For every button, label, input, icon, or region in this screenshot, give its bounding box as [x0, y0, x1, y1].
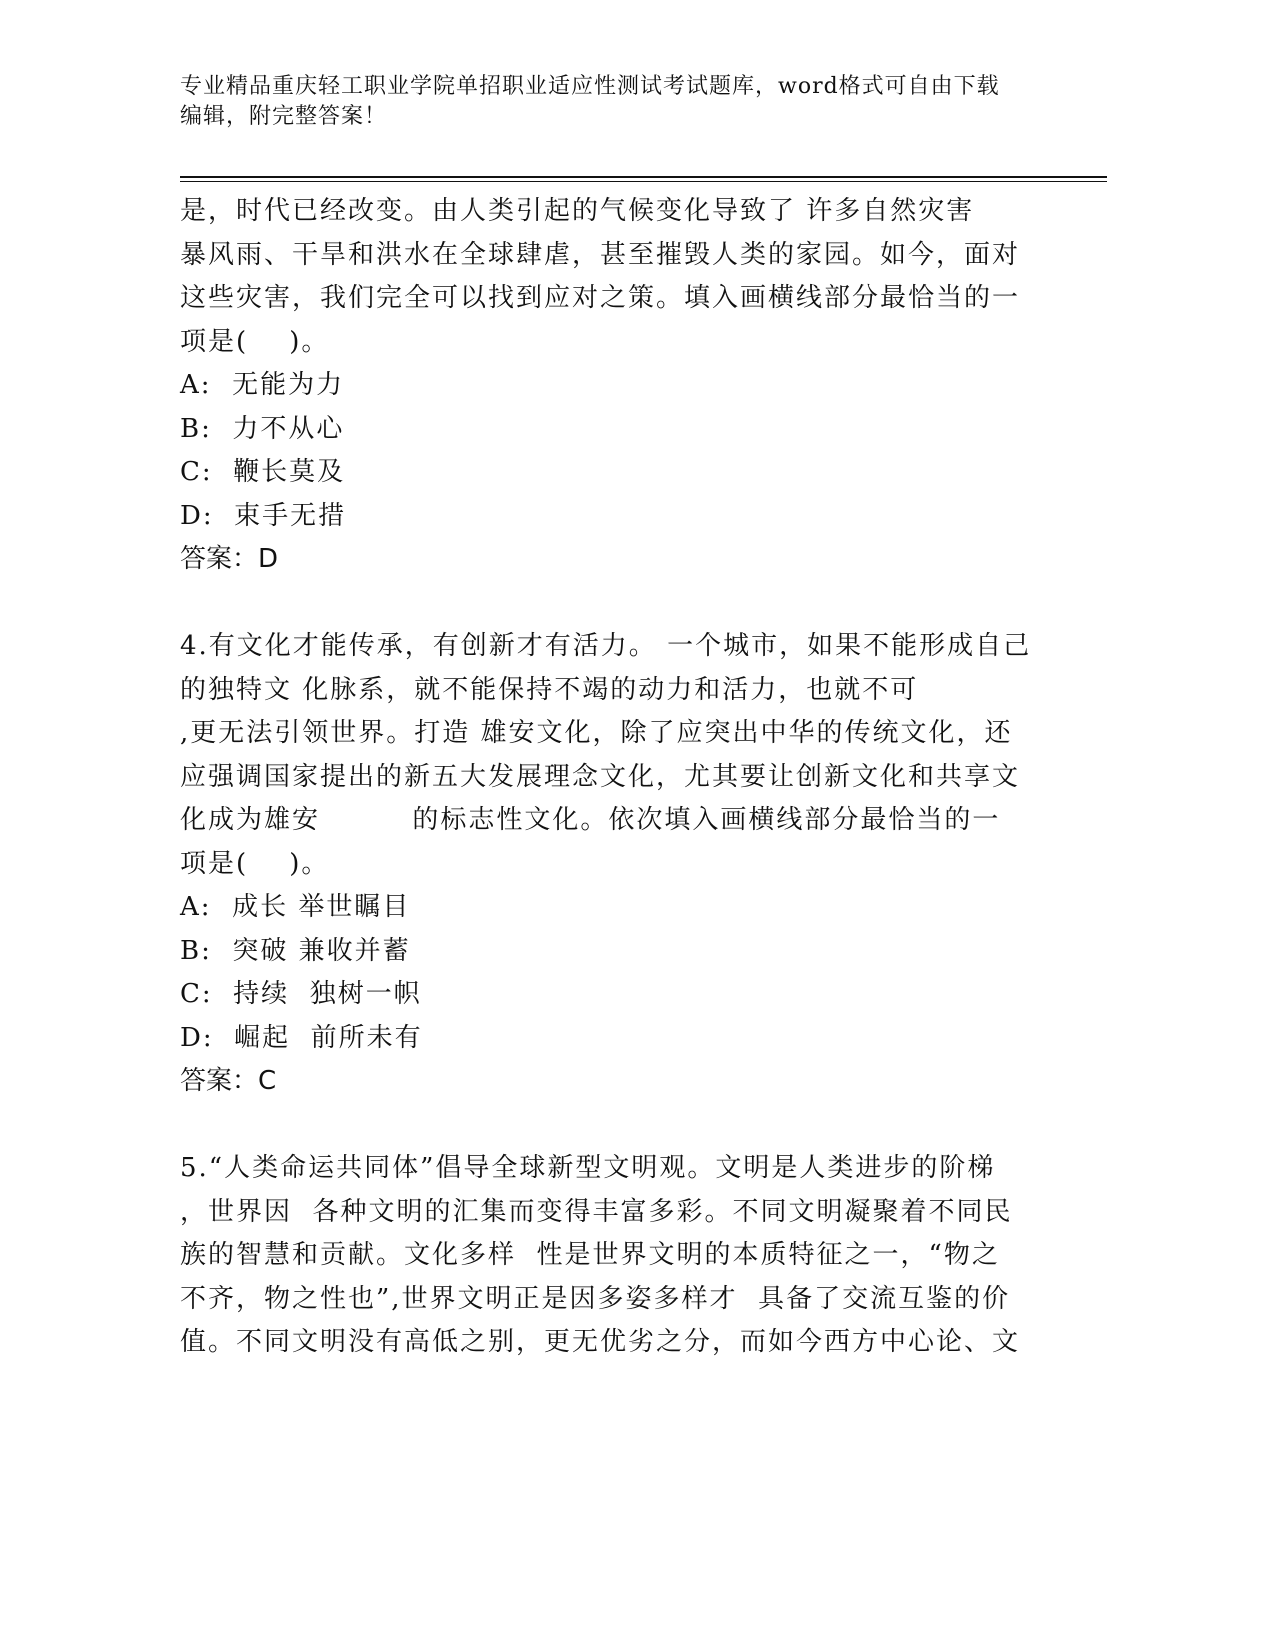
question-text-line: 族的智慧和贡献。文化多样 性是世界文明的本质特征之一，“物之 — [180, 1240, 1000, 1270]
question-text-line: 这些灾害，我们完全可以找到应对之策。填入画横线部分最恰当的一 — [180, 283, 1021, 313]
question-text-line: 值。不同文明没有高低之别，更无优劣之分，而如今西方中心论、文 — [180, 1327, 1021, 1357]
option-c: C: 持续 独树一帜 — [180, 979, 422, 1009]
question-text-line: 的独特文 化脉系，就不能保持不竭的动力和活力，也就不可 — [180, 674, 919, 705]
option-a: A: 无能为力 — [180, 370, 345, 400]
question-text-line: 不齐，物之性也”,世界文明正是因多姿多样才 具备了交流互鉴的价 — [180, 1283, 1011, 1314]
question-text-line: 项是( )。 — [180, 326, 330, 357]
header-divider-thick — [180, 176, 1107, 178]
header-line-2: 编辑，附完整答案！ — [180, 104, 388, 129]
answer-line: 答案：D — [180, 544, 279, 574]
spacer — [180, 1104, 1080, 1148]
question-text-line: 5.“人类命运共同体”倡导全球新型文明观。文明是人类进步的阶梯 — [180, 1153, 996, 1183]
option-d: D: 崛起 前所未有 — [180, 1022, 423, 1053]
header-divider-thin — [180, 181, 1107, 182]
answer-line: 答案：C — [180, 1066, 277, 1096]
question-text-line: 暴风雨、干旱和洪水在全球肆虐，甚至摧毁人类的家园。如今，面对 — [180, 239, 1021, 270]
option-b: B: 力不从心 — [180, 413, 345, 444]
option-d: D: 束手无措 — [180, 500, 347, 531]
question-text-line: 应强调国家提出的新五大发展理念文化，尤其要让创新文化和共享文 — [180, 761, 1021, 792]
question-4 — [180, 625, 1080, 1104]
option-c: C: 鞭长莫及 — [180, 457, 346, 487]
option-a: A: 成长 举世瞩目 — [180, 892, 411, 922]
question-text-line: ,更无法引领世界。打造 雄安文化，除了应突出中华的传统文化，还 — [180, 718, 1013, 748]
header-line-1: 专业精品重庆轻工职业学院单招职业适应性测试考试题库，word格式可自由下载 — [180, 74, 1000, 99]
question-text-line: 是，时代已经改变。由人类引起的气候变化导致了 许多自然灾害 — [180, 196, 975, 226]
document-body — [180, 190, 1080, 1365]
page-header — [180, 72, 1060, 132]
option-b: B: 突破 兼收并蓄 — [180, 935, 411, 966]
question-text-line: 化成为雄安 的标志性文化。依次填入画横线部分最恰当的一 — [180, 805, 1001, 835]
question-text-line: 4.有文化才能传承，有创新才有活力。 一个城市，如果不能形成自己 — [180, 631, 1032, 661]
question-text-line: 项是( )。 — [180, 848, 330, 879]
question-5 — [180, 1147, 1080, 1365]
spacer — [180, 582, 1080, 626]
question-text-line: ，世界因 各种文明的汇集而变得丰富多彩。不同文明凝聚着不同民 — [180, 1196, 1013, 1227]
question-3 — [180, 190, 1080, 582]
